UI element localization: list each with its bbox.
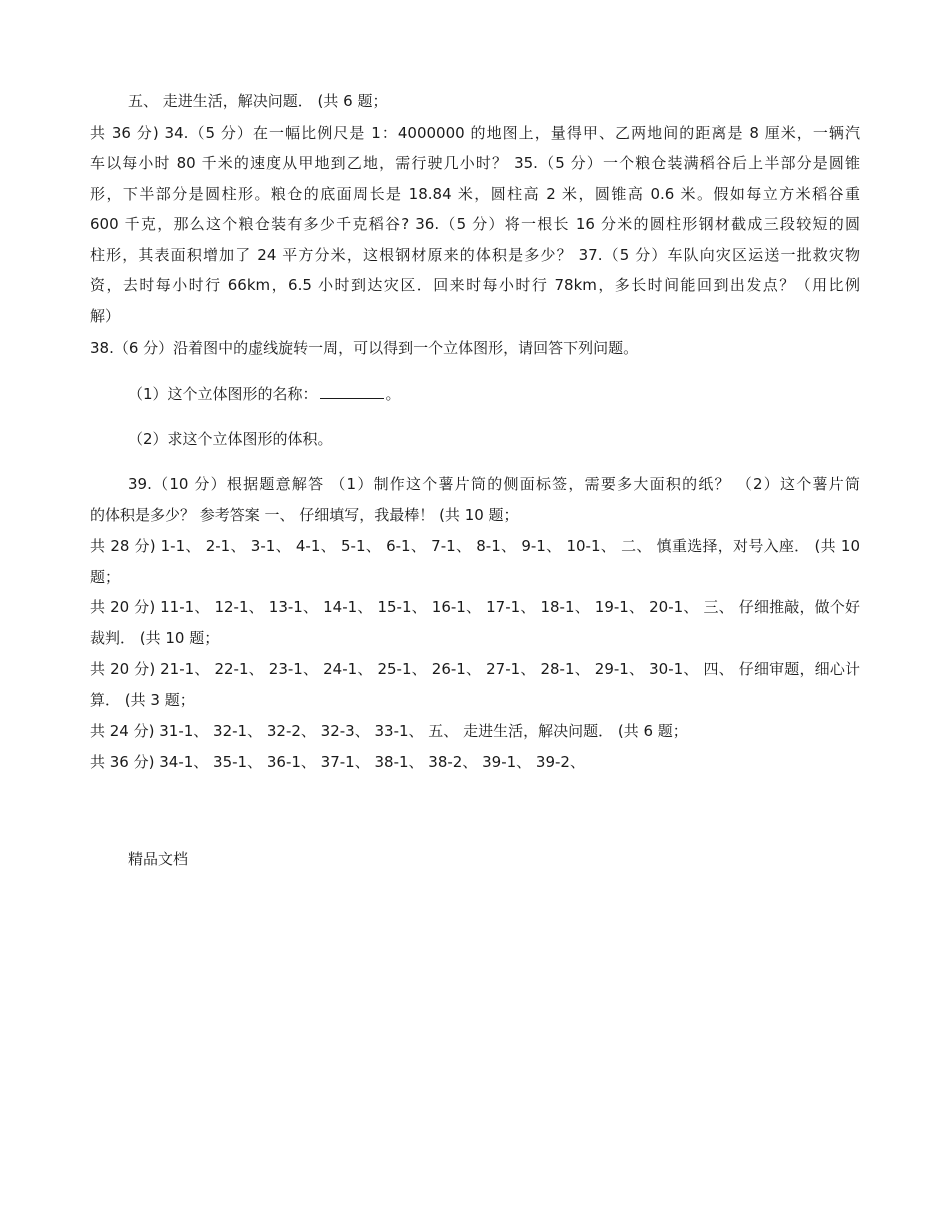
- problem-38-text: 38.（6 分）沿着图中的虚线旋转一周，可以得到一个立体图形，请回答下列问题。: [90, 339, 639, 357]
- answer-key-line: 裁判． (共 10 题；: [90, 629, 220, 647]
- answer-key-line: 共 20 分) 21-1、 22-1、 23-1、 24-1、 25-1、 26-1、 27-1、 28-1、 29-1、 30-1、 四、 仔细审题，细心计: [90, 660, 860, 678]
- problem-text-line: 车以每小时 80 千米的速度从甲地到乙地，需行驶几小时？ 35.（5 分）一个粮仓装满稻谷后上半部分是圆锥: [90, 154, 860, 172]
- problem-text-line: 600 千克，那么这个粮仓装有多少千克稻谷? 36.（5 分）将一根长 16 分米的圆柱形钢材截成三段较短的圆: [90, 215, 860, 233]
- sub-question-1: [128, 384, 728, 404]
- answer-key-line: 题；: [90, 568, 121, 586]
- answer-key-line: 共 24 分) 31-1、 32-1、 32-2、 32-3、 33-1、 五、 走进生活，解决问题． (共 6 题；: [90, 722, 688, 740]
- problem-text-line: 资，去时每小时行 66km，6.5 小时到达灾区．回来时每小时行 78km，多长时间能回到出发点？（用比例: [90, 276, 860, 294]
- sub-question-1-end: 。: [385, 385, 401, 403]
- answer-key-heading: 的体积是多少？ 参考答案 一、 仔细填写，我最棒！ (共 10 题；: [90, 506, 519, 524]
- problem-39-text: 39.（10 分）根据题意解答 （1）制作这个薯片筒的侧面标签，需要多大面积的纸？ （2）这个薯片筒: [128, 475, 860, 493]
- problem-text-line: 共 36 分) 34.（5 分）在一幅比例尺是 1：4000000 的地图上，量得甲、乙两地间的距离是 8 厘米，一辆汽: [90, 124, 860, 142]
- answer-key-line: 共 36 分) 34-1、 35-1、 36-1、 37-1、 38-1、 38-2、 39-1、 39-2、: [90, 753, 585, 771]
- answer-key-line: 共 28 分) 1-1、 2-1、 3-1、 4-1、 5-1、 6-1、 7-1、 8-1、 9-1、 10-1、 二、 慎重选择，对号入座． (共 10: [90, 537, 860, 555]
- problem-text-line: 柱形，其表面积增加了 24 平方分米，这根钢材原来的体积是多少？ 37.（5 分）车队向灾区运送一批救灾物: [90, 246, 860, 264]
- sub-question-1-text: （1）这个立体图形的名称：: [128, 385, 318, 403]
- problem-text-line: 形，下半部分是圆柱形。粮仓的底面周长是 18.84 米，圆柱高 2 米，圆锥高 0.6 米。假如每立方米稻谷重: [90, 185, 860, 203]
- problem-text-line: 解）: [90, 307, 121, 325]
- section-heading-5: 五、 走进生活，解决问题． (共 6 题；: [128, 92, 388, 110]
- answer-key-line: 共 20 分) 11-1、 12-1、 13-1、 14-1、 15-1、 16-1、 17-1、 18-1、 19-1、 20-1、 三、 仔细推敲，做个好: [90, 598, 860, 616]
- sub-question-2: （2）求这个立体图形的体积。: [128, 430, 333, 448]
- answer-blank: [320, 384, 384, 399]
- answer-key-line: 算． (共 3 题；: [90, 691, 195, 709]
- page-footer: 精品文档: [128, 850, 189, 868]
